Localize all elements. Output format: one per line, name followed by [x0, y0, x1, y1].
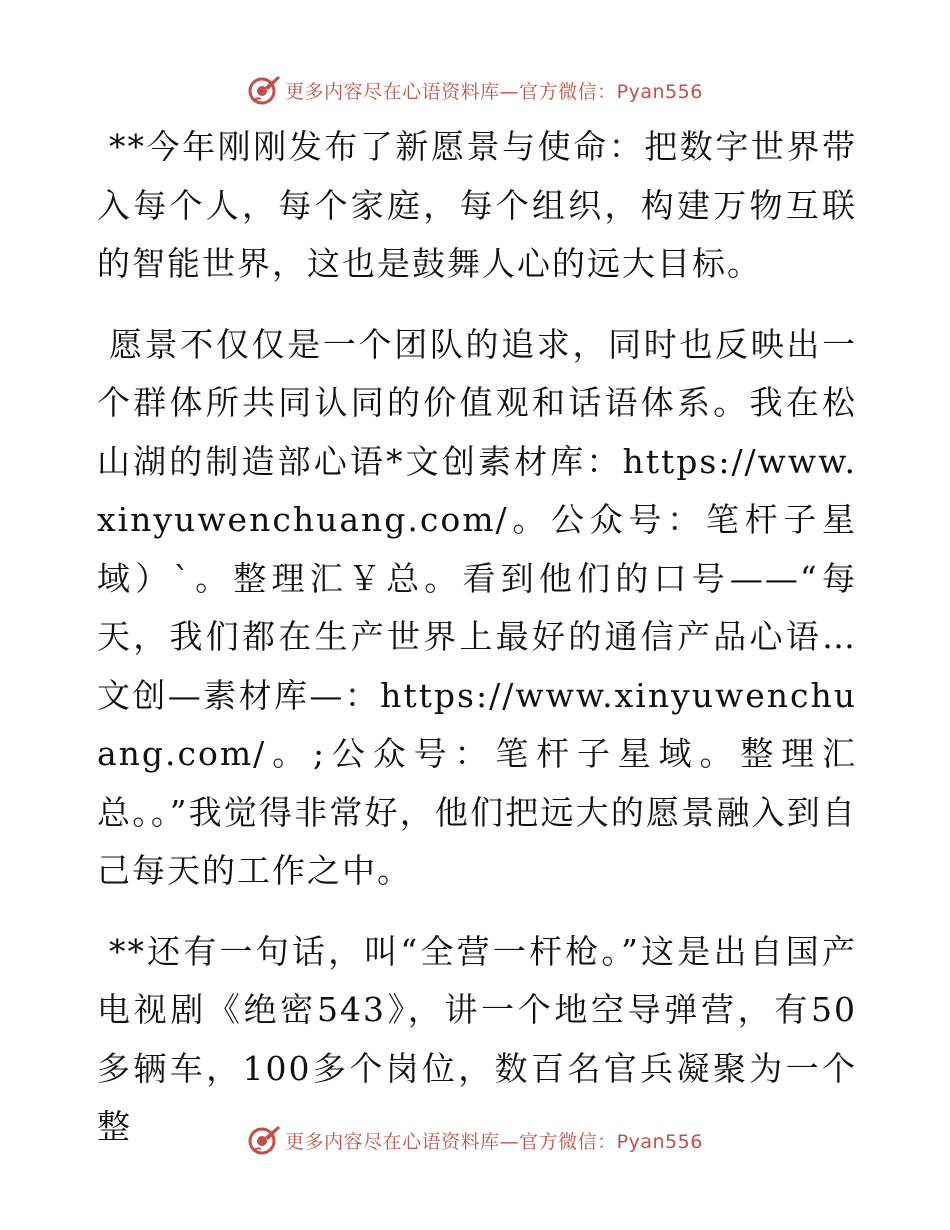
- brand-logo-icon: [247, 73, 281, 107]
- document-body: [97, 118, 857, 1179]
- brand-logo-icon: [247, 1123, 281, 1157]
- footer-watermark-text: 更多内容尽在心语资料库—官方微信：Pyan556: [285, 1130, 703, 1153]
- header-watermark: [0, 70, 950, 110]
- paragraph-3: **还有一句话，叫“全营一杆枪。”这是出自国产电视剧《绝密543》，讲一个地空导弹营，有50多辆车，100多个岗位，数百名官兵凝聚为一个整: [97, 931, 857, 1146]
- paragraph-2: 愿景不仅仅是一个团队的追求，同时也反映出一个群体所共同认同的价值观和话语体系。我在松山湖的制造部心语*文创素材库：https://www.xinyuwenchuang.com/。公众号：笔杆子星域）`。整理汇￥总。看到他们的口号——“每天，我们都在生产世界上最好的通信产品心语…文创—素材库—：https://www.xinyuwenchuang.com/。;公众号：笔杆子星域。整理汇总。。”我觉得非常好，他们把远大的愿景融入到自己每天的工作之中。: [97, 324, 857, 890]
- paragraph-1: **今年刚刚发布了新愿景与使命：把数字世界带入每个人，每个家庭，每个组织，构建万物互联的智能世界，这也是鼓舞人心的远大目标。: [97, 127, 857, 283]
- footer-watermark: [0, 1120, 950, 1160]
- header-watermark-text: 更多内容尽在心语资料库—官方微信：Pyan556: [285, 80, 703, 103]
